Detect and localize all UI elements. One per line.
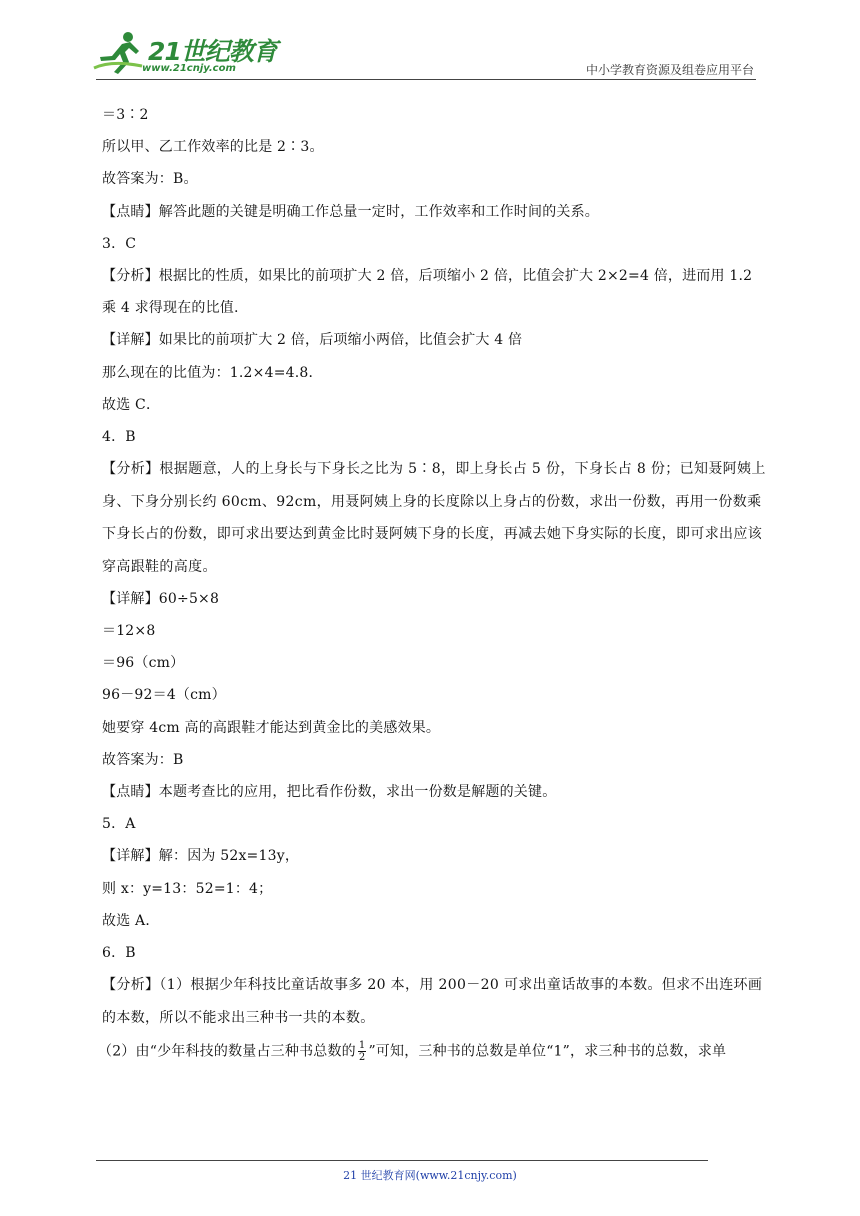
- text-segment: ”可知，三种书的总数是单位“1”，求三种书的总数，求单: [368, 1043, 727, 1060]
- runner-logo-icon: [92, 30, 148, 76]
- text-line-with-fraction: [98, 1040, 768, 1063]
- footer-divider: [96, 1160, 708, 1161]
- text-line: ＝3∶2: [102, 107, 149, 123]
- site-logo[interactable]: [92, 30, 277, 78]
- text-line: 【详解】如果比的前项扩大 2 倍，后项缩小两倍，比值会扩大 4 倍: [102, 332, 523, 349]
- text-line: 所以甲、乙工作效率的比是 2∶3。: [102, 139, 324, 156]
- text-line: 故选 A．: [102, 912, 160, 929]
- text-line: 【点睛】解答此题的关键是明确工作总量一定时，工作效率和工作时间的关系。: [102, 203, 599, 220]
- question-number: 5．A: [102, 816, 136, 833]
- header-platform-title: 中小学教育资源及组卷应用平台: [585, 63, 754, 77]
- logo-text: 21世纪教育: [148, 37, 277, 66]
- question-number: 4．B: [102, 428, 136, 445]
- text-line: 故选 C．: [102, 396, 161, 413]
- text-line: 【详解】60÷5×8: [102, 590, 220, 607]
- text-line: 乘 4 求得现在的比值.: [102, 300, 239, 317]
- fraction-numerator: 1: [358, 1039, 366, 1051]
- fraction: [358, 1040, 367, 1063]
- analysis-paragraph: 【分析】（1）根据少年科技比童话故事多 20 本，用 200－20 可求出童话故事的本数。但求不出连环画的本数，所以不能求出三种书一共的本数。: [102, 977, 763, 1026]
- fraction-denominator: 2: [358, 1051, 366, 1063]
- page-header: [0, 0, 860, 80]
- question-number: 3．C: [102, 235, 137, 252]
- analysis-paragraph: 【分析】根据题意，人的上身长与下身长之比为 5∶8，即上身长占 5 份，下身长占 8 份；已知聂阿姨上身、下身分别长约 60cm、92cm，用聂阿姨上身的长度除以上身占的份数，求出一份数，再用一份数乘下身长占的份数，即可求出要达到黄金比时聂阿姨下身的长度，再减去她下身实际的长度，即可求出应该穿高跟鞋的高度。: [102, 461, 766, 575]
- text-line: 则 x：y=13：52=1：4；: [102, 880, 273, 897]
- text-line: 那么现在的比值为：1.2×4=4.8．: [102, 364, 323, 381]
- logo-url: www.21cnjy.com: [142, 63, 236, 74]
- document-body: [98, 105, 768, 1074]
- text-line: 【分析】根据比的性质，如果比的前项扩大 2 倍，后项缩小 2 倍，比值会扩大 2×2=4 倍，进而用 1.2: [102, 267, 753, 284]
- text-line: 96－92＝4（cm）: [102, 687, 226, 704]
- text-line: ＝12×8: [102, 623, 156, 639]
- header-divider: [96, 79, 756, 80]
- text-line: 【详解】解：因为 52x=13y，: [102, 848, 300, 865]
- text-line: 她要穿 4cm 高的高跟鞋才能达到黄金比的美感效果。: [102, 719, 441, 736]
- text-line: ＝96（cm）: [102, 655, 185, 672]
- text-segment: （2）由“少年科技的数量占三种书总数的: [98, 1043, 356, 1060]
- text-line: 【点睛】本题考查比的应用，把比看作份数，求出一份数是解题的关键。: [102, 783, 557, 800]
- text-line: 故答案为：B: [102, 751, 184, 768]
- text-line: 故答案为：B。: [102, 171, 198, 188]
- question-number: 6．B: [102, 944, 136, 961]
- footer-link[interactable]: 21 世纪教育网(www.21cnjy.com): [343, 1169, 517, 1182]
